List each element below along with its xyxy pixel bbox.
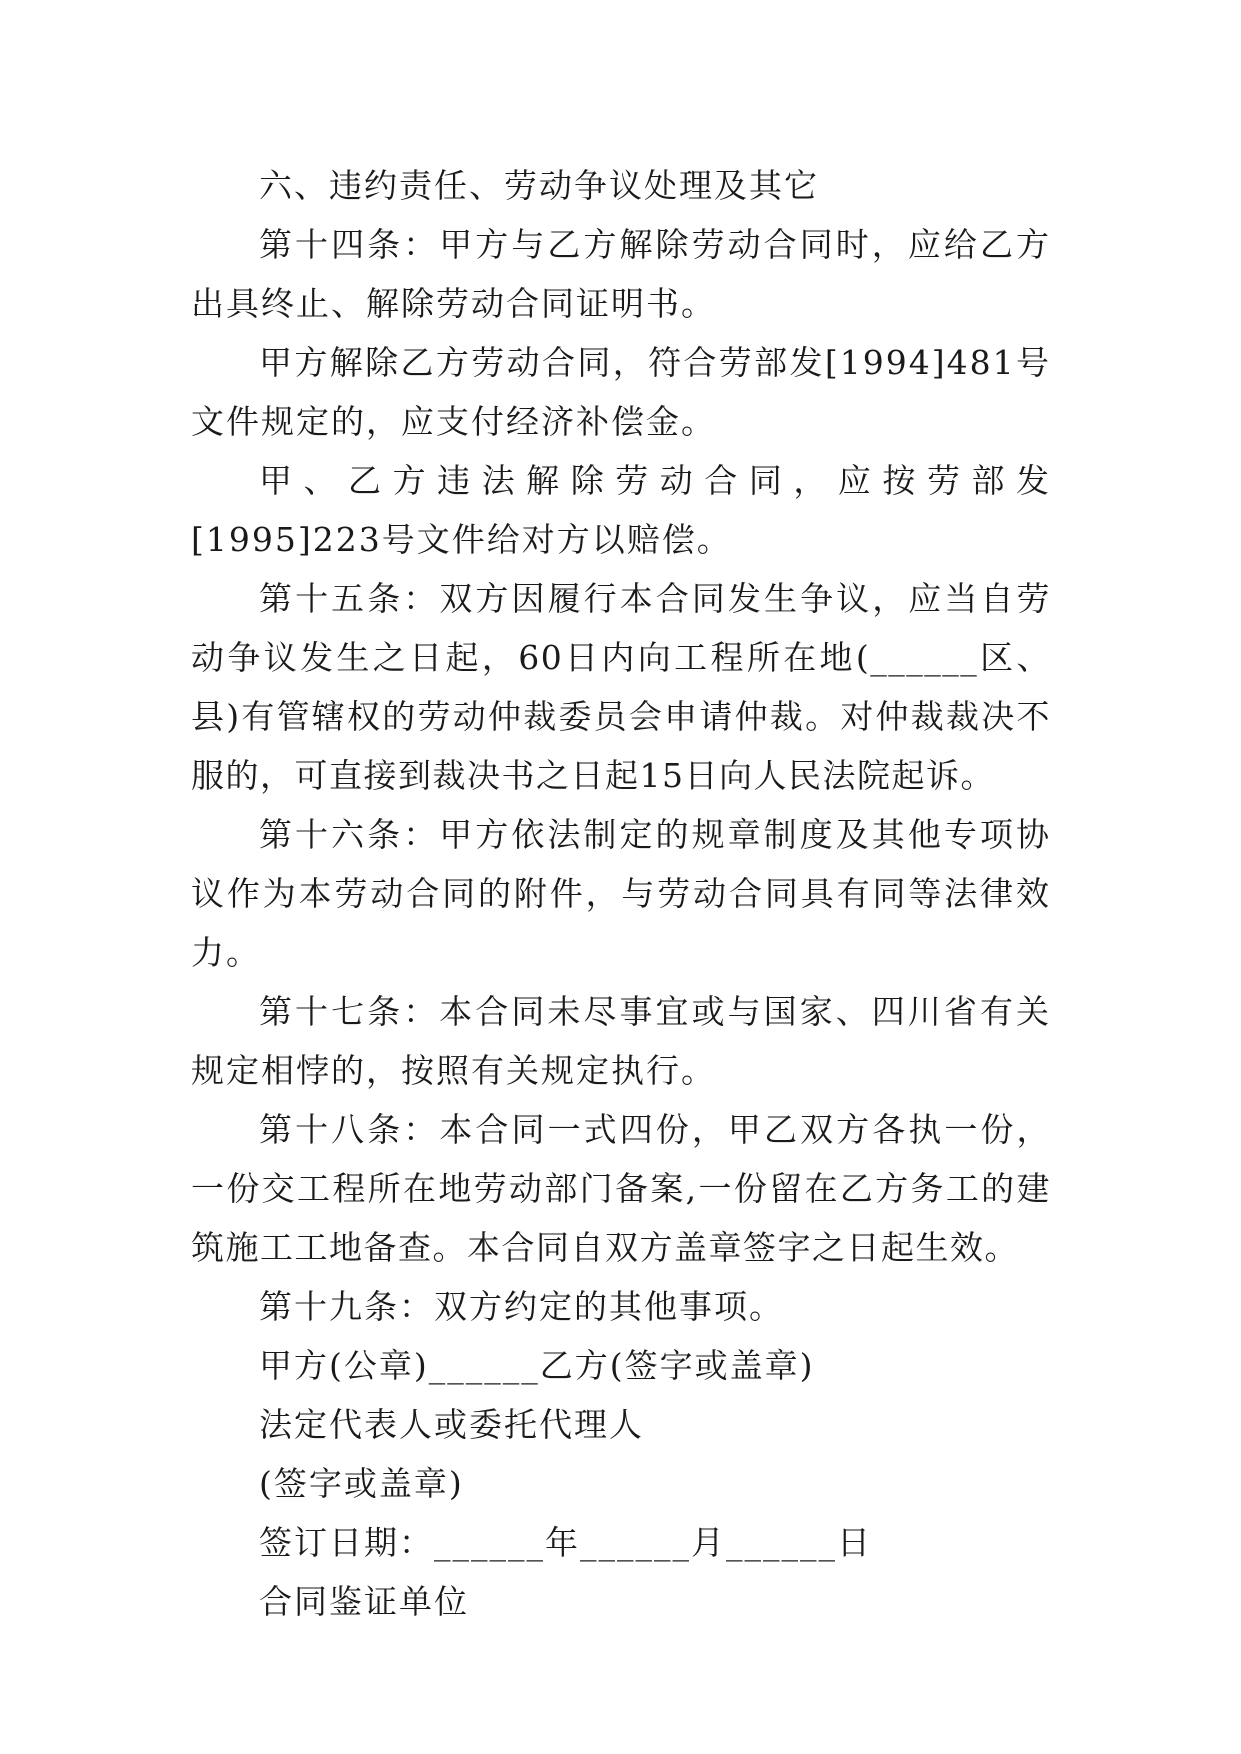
article-18: 第十八条：本合同一式四份，甲乙双方各执一份，一份交工程所在地劳动部门备案,一份留在乙方务工的建筑施工工地备查。本合同自双方盖章签字之日起生效。 (191, 1110, 1051, 1267)
signature-or-seal: (签字或盖章) (259, 1464, 464, 1503)
document-body (191, 156, 1051, 1631)
article-16: 第十六条：甲方依法制定的规章制度及其他专项协议作为本劳动合同的附件，与劳动合同具有同等法律效力。 (191, 815, 1051, 972)
signature-parties: 甲方(公章)______乙方(签字或盖章) (259, 1346, 815, 1385)
signing-date: 签订日期：______年______月______日 (259, 1523, 872, 1562)
contract-verification-unit: 合同鉴证单位 (259, 1582, 469, 1621)
article-15: 第十五条：双方因履行本合同发生争议，应当自劳动争议发生之日起，60日内向工程所在地(______区、县)有管辖权的劳动仲裁委员会申请仲裁。对仲裁裁决不服的，可直接到裁决书之日起15日向人民法院起诉。 (191, 579, 1051, 795)
legal-representative: 法定代表人或委托代理人 (259, 1405, 644, 1444)
article-19: 第十九条：双方约定的其他事项。 (259, 1287, 784, 1326)
section-heading: 六、违约责任、劳动争议处理及其它 (259, 166, 819, 205)
article-17: 第十七条：本合同未尽事宜或与国家、四川省有关规定相悖的，按照有关规定执行。 (191, 992, 1051, 1090)
paragraph-compensation: 甲方解除乙方劳动合同，符合劳部发[1994]481号文件规定的，应支付经济补偿金。 (191, 343, 1051, 441)
paragraph-illegal-termination: 甲、乙方违法解除劳动合同，应按劳部发[1995]223号文件给对方以赔偿。 (191, 461, 1051, 559)
article-14: 第十四条：甲方与乙方解除劳动合同时，应给乙方出具终止、解除劳动合同证明书。 (191, 225, 1051, 323)
